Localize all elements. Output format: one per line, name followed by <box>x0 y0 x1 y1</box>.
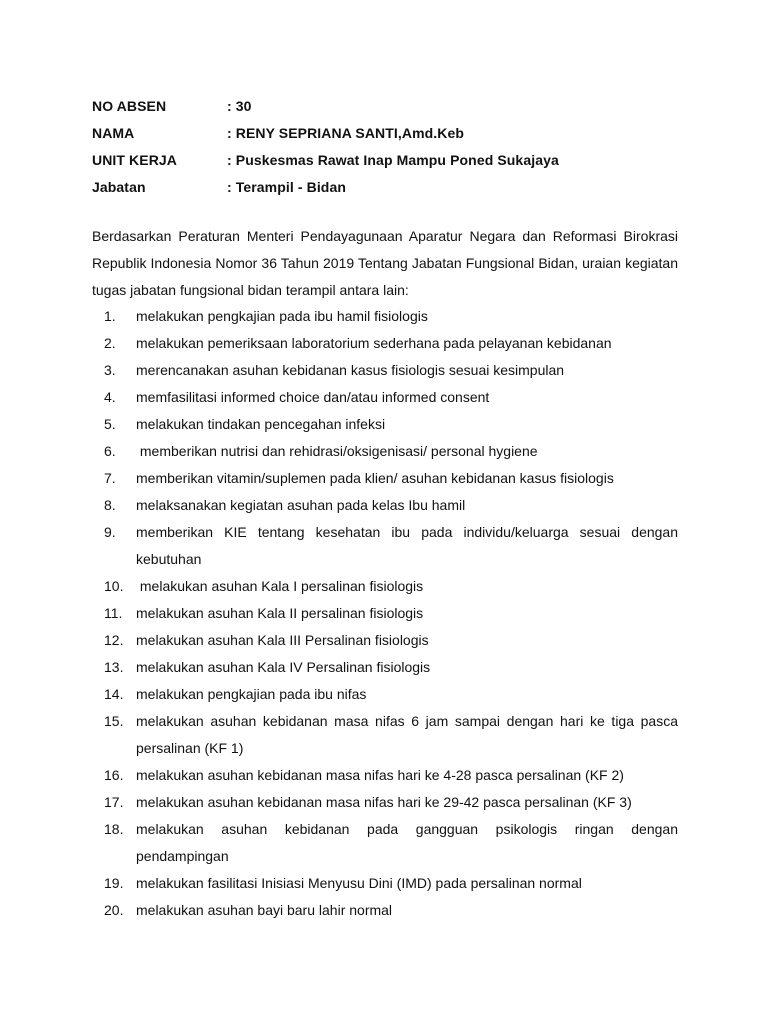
item-text: memfasilitasi informed choice dan/atau informed consent <box>136 389 490 405</box>
item-text: melakukan asuhan kebidanan masa nifas 6 jam sampai dengan hari ke tiga pasca persalinan (KF 1) <box>136 713 678 756</box>
item-text: melakukan pengkajian pada ibu nifas <box>136 686 367 702</box>
list-item <box>92 816 678 870</box>
list-item <box>92 708 678 762</box>
item-number-text: 5. <box>104 416 116 432</box>
item-text: melakukan asuhan kebidanan pada gangguan psikologis ringan dengan pendampingan <box>136 821 678 864</box>
header-label: UNIT KERJA <box>92 151 178 168</box>
item-number-text: 11. <box>104 605 123 621</box>
item-number-text: 7. <box>104 470 116 486</box>
item-number-text: 8. <box>104 497 116 513</box>
header-row-no-absen <box>92 92 692 119</box>
intro-paragraph: Berdasarkan Peraturan Menteri Pendayagunaan Aparatur Negara dan Reformasi Birokrasi Republik Indonesia Nomor 36 Tahun 2019 Tentang Jabatan Fungsional Bidan, uraian kegiatan tugas jabatan fungsional bidan terampil antara lain: <box>92 228 678 298</box>
item-text: melakukan asuhan kebidanan masa nifas hari ke 29-42 pasca persalinan (KF 3) <box>136 794 632 810</box>
item-number <box>92 384 136 411</box>
item-number-text: 14. <box>104 686 124 702</box>
item-number-text: 18. <box>104 821 124 837</box>
list-item <box>92 789 678 816</box>
list-item <box>92 357 678 384</box>
item-number <box>92 762 136 789</box>
header-label: Jabatan <box>92 178 146 195</box>
list-item <box>92 897 678 924</box>
item-text: memberikan KIE tentang kesehatan ibu pada individu/keluarga sesuai dengan kebutuhan <box>136 524 678 567</box>
list-item <box>92 627 678 654</box>
item-number <box>92 519 136 573</box>
list-item <box>92 384 678 411</box>
item-number-text: 2. <box>104 335 116 351</box>
item-number-text: 13. <box>104 659 124 675</box>
list-item <box>92 870 678 897</box>
header-value: : Puskesmas Rawat Inap Mampu Poned Sukajaya <box>227 151 559 168</box>
list-item <box>92 465 678 492</box>
item-text: merencanakan asuhan kebidanan kasus fisiologis sesuai kesimpulan <box>136 362 565 378</box>
list-item <box>92 573 678 600</box>
item-text: melakukan asuhan Kala II persalinan fisiologis <box>136 605 424 621</box>
item-number <box>92 870 136 897</box>
item-text: melakukan asuhan Kala I persalinan fisiologis <box>136 578 424 594</box>
item-number-text: 12. <box>104 632 124 648</box>
item-text: melakukan asuhan Kala IV Persalinan fisiologis <box>136 659 431 675</box>
header-value: : 30 <box>227 97 252 114</box>
item-number <box>92 627 136 654</box>
item-number <box>92 438 136 465</box>
list-item <box>92 681 678 708</box>
item-number-text: 3. <box>104 362 116 378</box>
item-number <box>92 573 136 600</box>
item-number <box>92 303 136 330</box>
header-row-nama <box>92 119 692 146</box>
identity-header <box>92 92 692 200</box>
item-number-text: 6. <box>104 443 116 459</box>
header-value: : RENY SEPRIANA SANTI,Amd.Keb <box>227 124 465 141</box>
header-row-unit-kerja <box>92 146 692 173</box>
item-number-text: 15. <box>104 713 124 729</box>
item-number <box>92 600 136 627</box>
list-item <box>92 438 678 465</box>
item-text: melaksanakan kegiatan asuhan pada kelas Ibu hamil <box>136 497 466 513</box>
list-item <box>92 303 678 330</box>
header-label: NO ABSEN <box>92 97 167 114</box>
item-text: melakukan asuhan kebidanan masa nifas hari ke 4-28 pasca persalinan (KF 2) <box>136 767 624 783</box>
item-number <box>92 330 136 357</box>
list-item <box>92 654 678 681</box>
item-number-text: 4. <box>104 389 116 405</box>
list-item <box>92 492 678 519</box>
item-text: melakukan pemeriksaan laboratorium sederhana pada pelayanan kebidanan <box>136 335 612 351</box>
task-list <box>92 303 678 924</box>
item-number-text: 19. <box>104 875 124 891</box>
list-item <box>92 600 678 627</box>
item-text: melakukan asuhan Kala III Persalinan fisiologis <box>136 632 429 648</box>
item-text: melakukan asuhan bayi baru lahir normal <box>136 902 393 918</box>
item-number <box>92 897 136 924</box>
item-number-text: 20. <box>104 902 124 918</box>
item-number-text: 17. <box>104 794 124 810</box>
item-number-text: 1. <box>104 308 116 324</box>
list-item <box>92 762 678 789</box>
item-number <box>92 357 136 384</box>
item-number <box>92 654 136 681</box>
item-text: melakukan pengkajian pada ibu hamil fisiologis <box>136 308 428 324</box>
list-item <box>92 519 678 573</box>
item-number <box>92 681 136 708</box>
item-number <box>92 411 136 438</box>
item-number <box>92 708 136 762</box>
header-row-jabatan <box>92 173 692 200</box>
list-item <box>92 330 678 357</box>
header-label: NAMA <box>92 124 135 141</box>
item-number <box>92 492 136 519</box>
item-number-text: 10. <box>104 578 124 594</box>
item-number-text: 16. <box>104 767 124 783</box>
item-text: memberikan vitamin/suplemen pada klien/ asuhan kebidanan kasus fisiologis <box>136 470 614 486</box>
item-number <box>92 789 136 816</box>
item-text: memberikan nutrisi dan rehidrasi/oksigenisasi/ personal hygiene <box>136 443 538 459</box>
item-number <box>92 465 136 492</box>
item-text: melakukan fasilitasi Inisiasi Menyusu Dini (IMD) pada persalinan normal <box>136 875 582 891</box>
list-item <box>92 411 678 438</box>
item-number-text: 9. <box>104 524 116 540</box>
item-text: melakukan tindakan pencegahan infeksi <box>136 416 386 432</box>
header-value: : Terampil - Bidan <box>227 178 346 195</box>
item-number <box>92 816 136 870</box>
